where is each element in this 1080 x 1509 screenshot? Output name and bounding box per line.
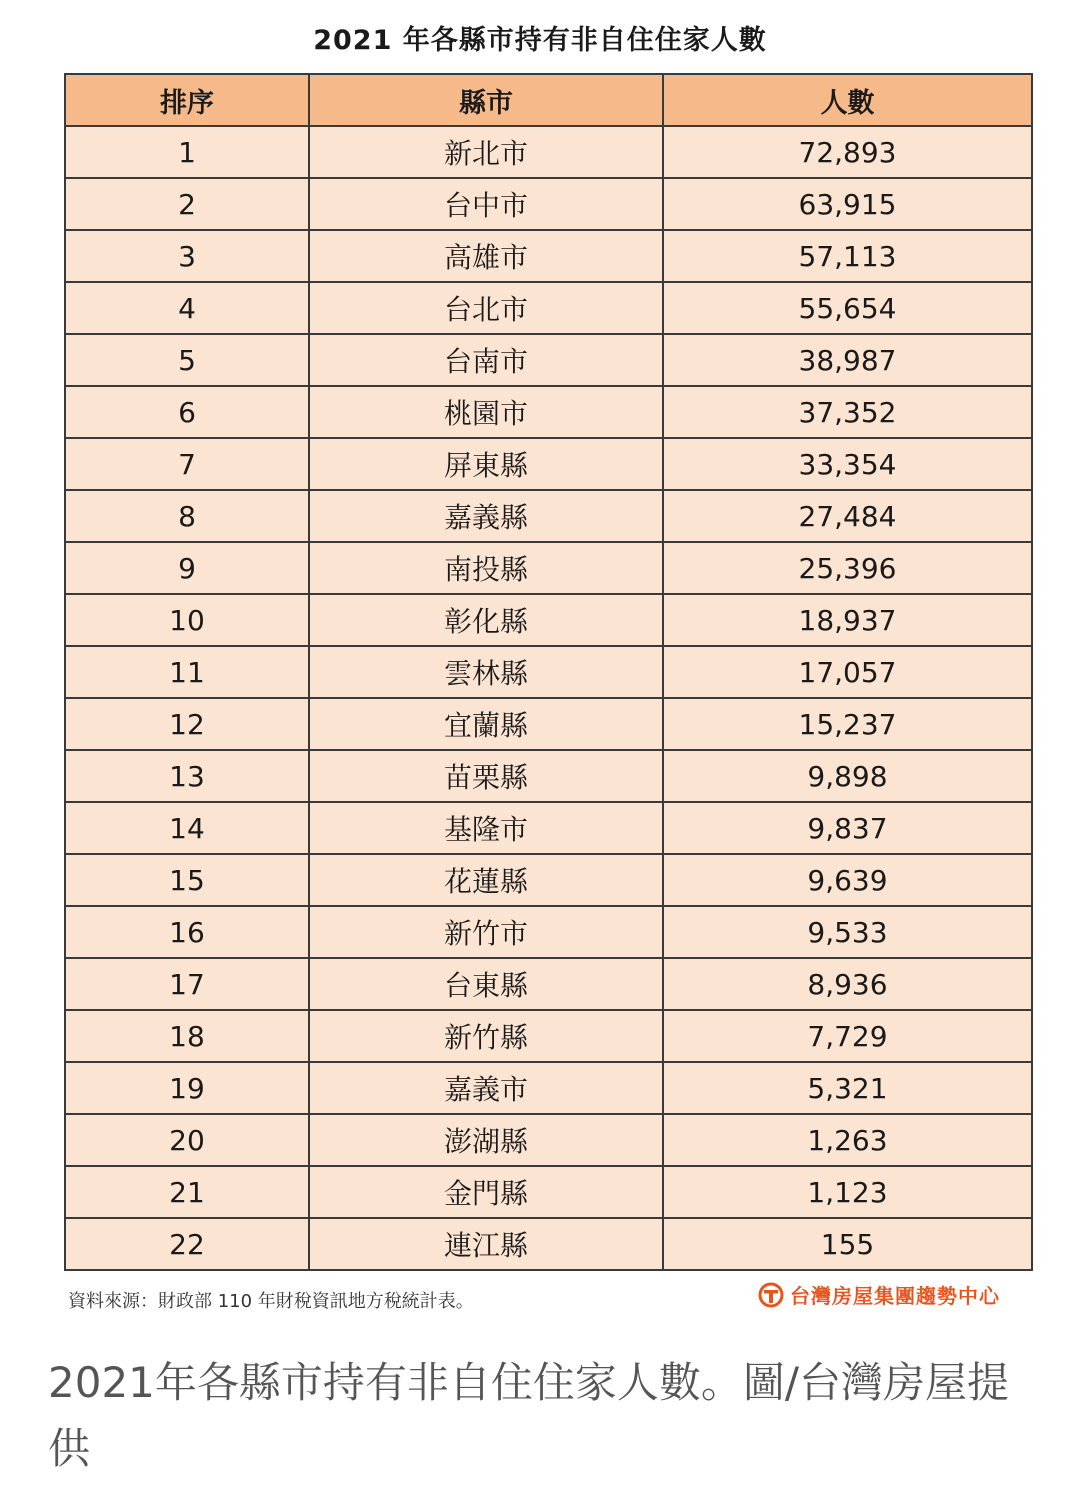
table-row [65, 490, 1032, 542]
table-row [65, 334, 1032, 386]
cell-city: 嘉義市 [309, 1062, 663, 1114]
table-row [65, 802, 1032, 854]
table-row [65, 854, 1032, 906]
cell-city: 金門縣 [309, 1166, 663, 1218]
table-row [65, 1166, 1032, 1218]
cell-city: 台南市 [309, 334, 663, 386]
table-body [65, 126, 1032, 1270]
cell-city: 雲林縣 [309, 646, 663, 698]
cell-rank: 11 [65, 646, 309, 698]
cell-city: 桃園市 [309, 386, 663, 438]
cell-rank: 22 [65, 1218, 309, 1270]
cell-city: 南投縣 [309, 542, 663, 594]
cell-rank: 4 [65, 282, 309, 334]
cell-count: 5,321 [663, 1062, 1032, 1114]
cell-rank: 8 [65, 490, 309, 542]
cell-city: 苗栗縣 [309, 750, 663, 802]
header-count: 人數 [663, 74, 1032, 126]
source-note: 資料來源：財政部 110 年財稅資訊地方稅統計表。 [68, 1291, 474, 1312]
cell-city: 連江縣 [309, 1218, 663, 1270]
table-row [65, 958, 1032, 1010]
cell-count: 9,639 [663, 854, 1032, 906]
cell-city: 台中市 [309, 178, 663, 230]
cell-count: 9,533 [663, 906, 1032, 958]
cell-city: 澎湖縣 [309, 1114, 663, 1166]
cell-count: 57,113 [663, 230, 1032, 282]
table-row [65, 646, 1032, 698]
cell-count: 55,654 [663, 282, 1032, 334]
table-row [65, 906, 1032, 958]
cell-count: 7,729 [663, 1010, 1032, 1062]
cell-city: 新北市 [309, 126, 663, 178]
cell-count: 72,893 [663, 126, 1032, 178]
cell-count: 1,123 [663, 1166, 1032, 1218]
table-row [65, 1062, 1032, 1114]
header-rank: 排序 [65, 74, 309, 126]
cell-rank: 7 [65, 438, 309, 490]
cell-count: 9,898 [663, 750, 1032, 802]
cell-city: 新竹縣 [309, 1010, 663, 1062]
cell-city: 宜蘭縣 [309, 698, 663, 750]
table-row [65, 542, 1032, 594]
cell-rank: 6 [65, 386, 309, 438]
cell-rank: 16 [65, 906, 309, 958]
table-row [65, 438, 1032, 490]
cell-city: 彰化縣 [309, 594, 663, 646]
cell-rank: 13 [65, 750, 309, 802]
cell-rank: 10 [65, 594, 309, 646]
table-row [65, 594, 1032, 646]
cell-rank: 2 [65, 178, 309, 230]
table-row [65, 750, 1032, 802]
cell-city: 台北市 [309, 282, 663, 334]
cell-city: 高雄市 [309, 230, 663, 282]
brand-name: 台灣房屋集團趨勢中心 [790, 1284, 1000, 1308]
cell-rank: 17 [65, 958, 309, 1010]
cell-count: 38,987 [663, 334, 1032, 386]
cell-rank: 5 [65, 334, 309, 386]
cell-city: 花蓮縣 [309, 854, 663, 906]
table-row [65, 698, 1032, 750]
table-row [65, 282, 1032, 334]
table-row [65, 1218, 1032, 1270]
cell-rank: 19 [65, 1062, 309, 1114]
table-row [65, 1010, 1032, 1062]
cell-rank: 18 [65, 1010, 309, 1062]
cell-count: 25,396 [663, 542, 1032, 594]
cell-count: 15,237 [663, 698, 1032, 750]
table-title: 2021 年各縣市持有非自住住家人數 [313, 25, 767, 56]
cell-city: 新竹市 [309, 906, 663, 958]
cell-city: 嘉義縣 [309, 490, 663, 542]
cell-count: 33,354 [663, 438, 1032, 490]
table-header-row [65, 74, 1032, 126]
image-caption: 2021年各縣市持有非自住住家人數。圖/台灣房屋提供 [48, 1358, 1010, 1473]
cell-rank: 20 [65, 1114, 309, 1166]
cell-count: 27,484 [663, 490, 1032, 542]
cell-count: 8,936 [663, 958, 1032, 1010]
data-table [64, 73, 1033, 1271]
brand-logo-icon [758, 1282, 784, 1308]
cell-rank: 9 [65, 542, 309, 594]
cell-rank: 12 [65, 698, 309, 750]
cell-count: 37,352 [663, 386, 1032, 438]
cell-count: 1,263 [663, 1114, 1032, 1166]
cell-rank: 15 [65, 854, 309, 906]
cell-count: 17,057 [663, 646, 1032, 698]
cell-city: 基隆市 [309, 802, 663, 854]
cell-rank: 3 [65, 230, 309, 282]
cell-count: 9,837 [663, 802, 1032, 854]
header-city: 縣市 [309, 74, 663, 126]
table-row [65, 230, 1032, 282]
cell-rank: 14 [65, 802, 309, 854]
cell-city: 台東縣 [309, 958, 663, 1010]
cell-count: 63,915 [663, 178, 1032, 230]
table-row [65, 1114, 1032, 1166]
cell-rank: 1 [65, 126, 309, 178]
brand-logo-block [758, 1280, 1000, 1309]
table-row [65, 126, 1032, 178]
cell-city: 屏東縣 [309, 438, 663, 490]
cell-count: 18,937 [663, 594, 1032, 646]
table-row [65, 386, 1032, 438]
table-row [65, 178, 1032, 230]
cell-rank: 21 [65, 1166, 309, 1218]
cell-count: 155 [663, 1218, 1032, 1270]
